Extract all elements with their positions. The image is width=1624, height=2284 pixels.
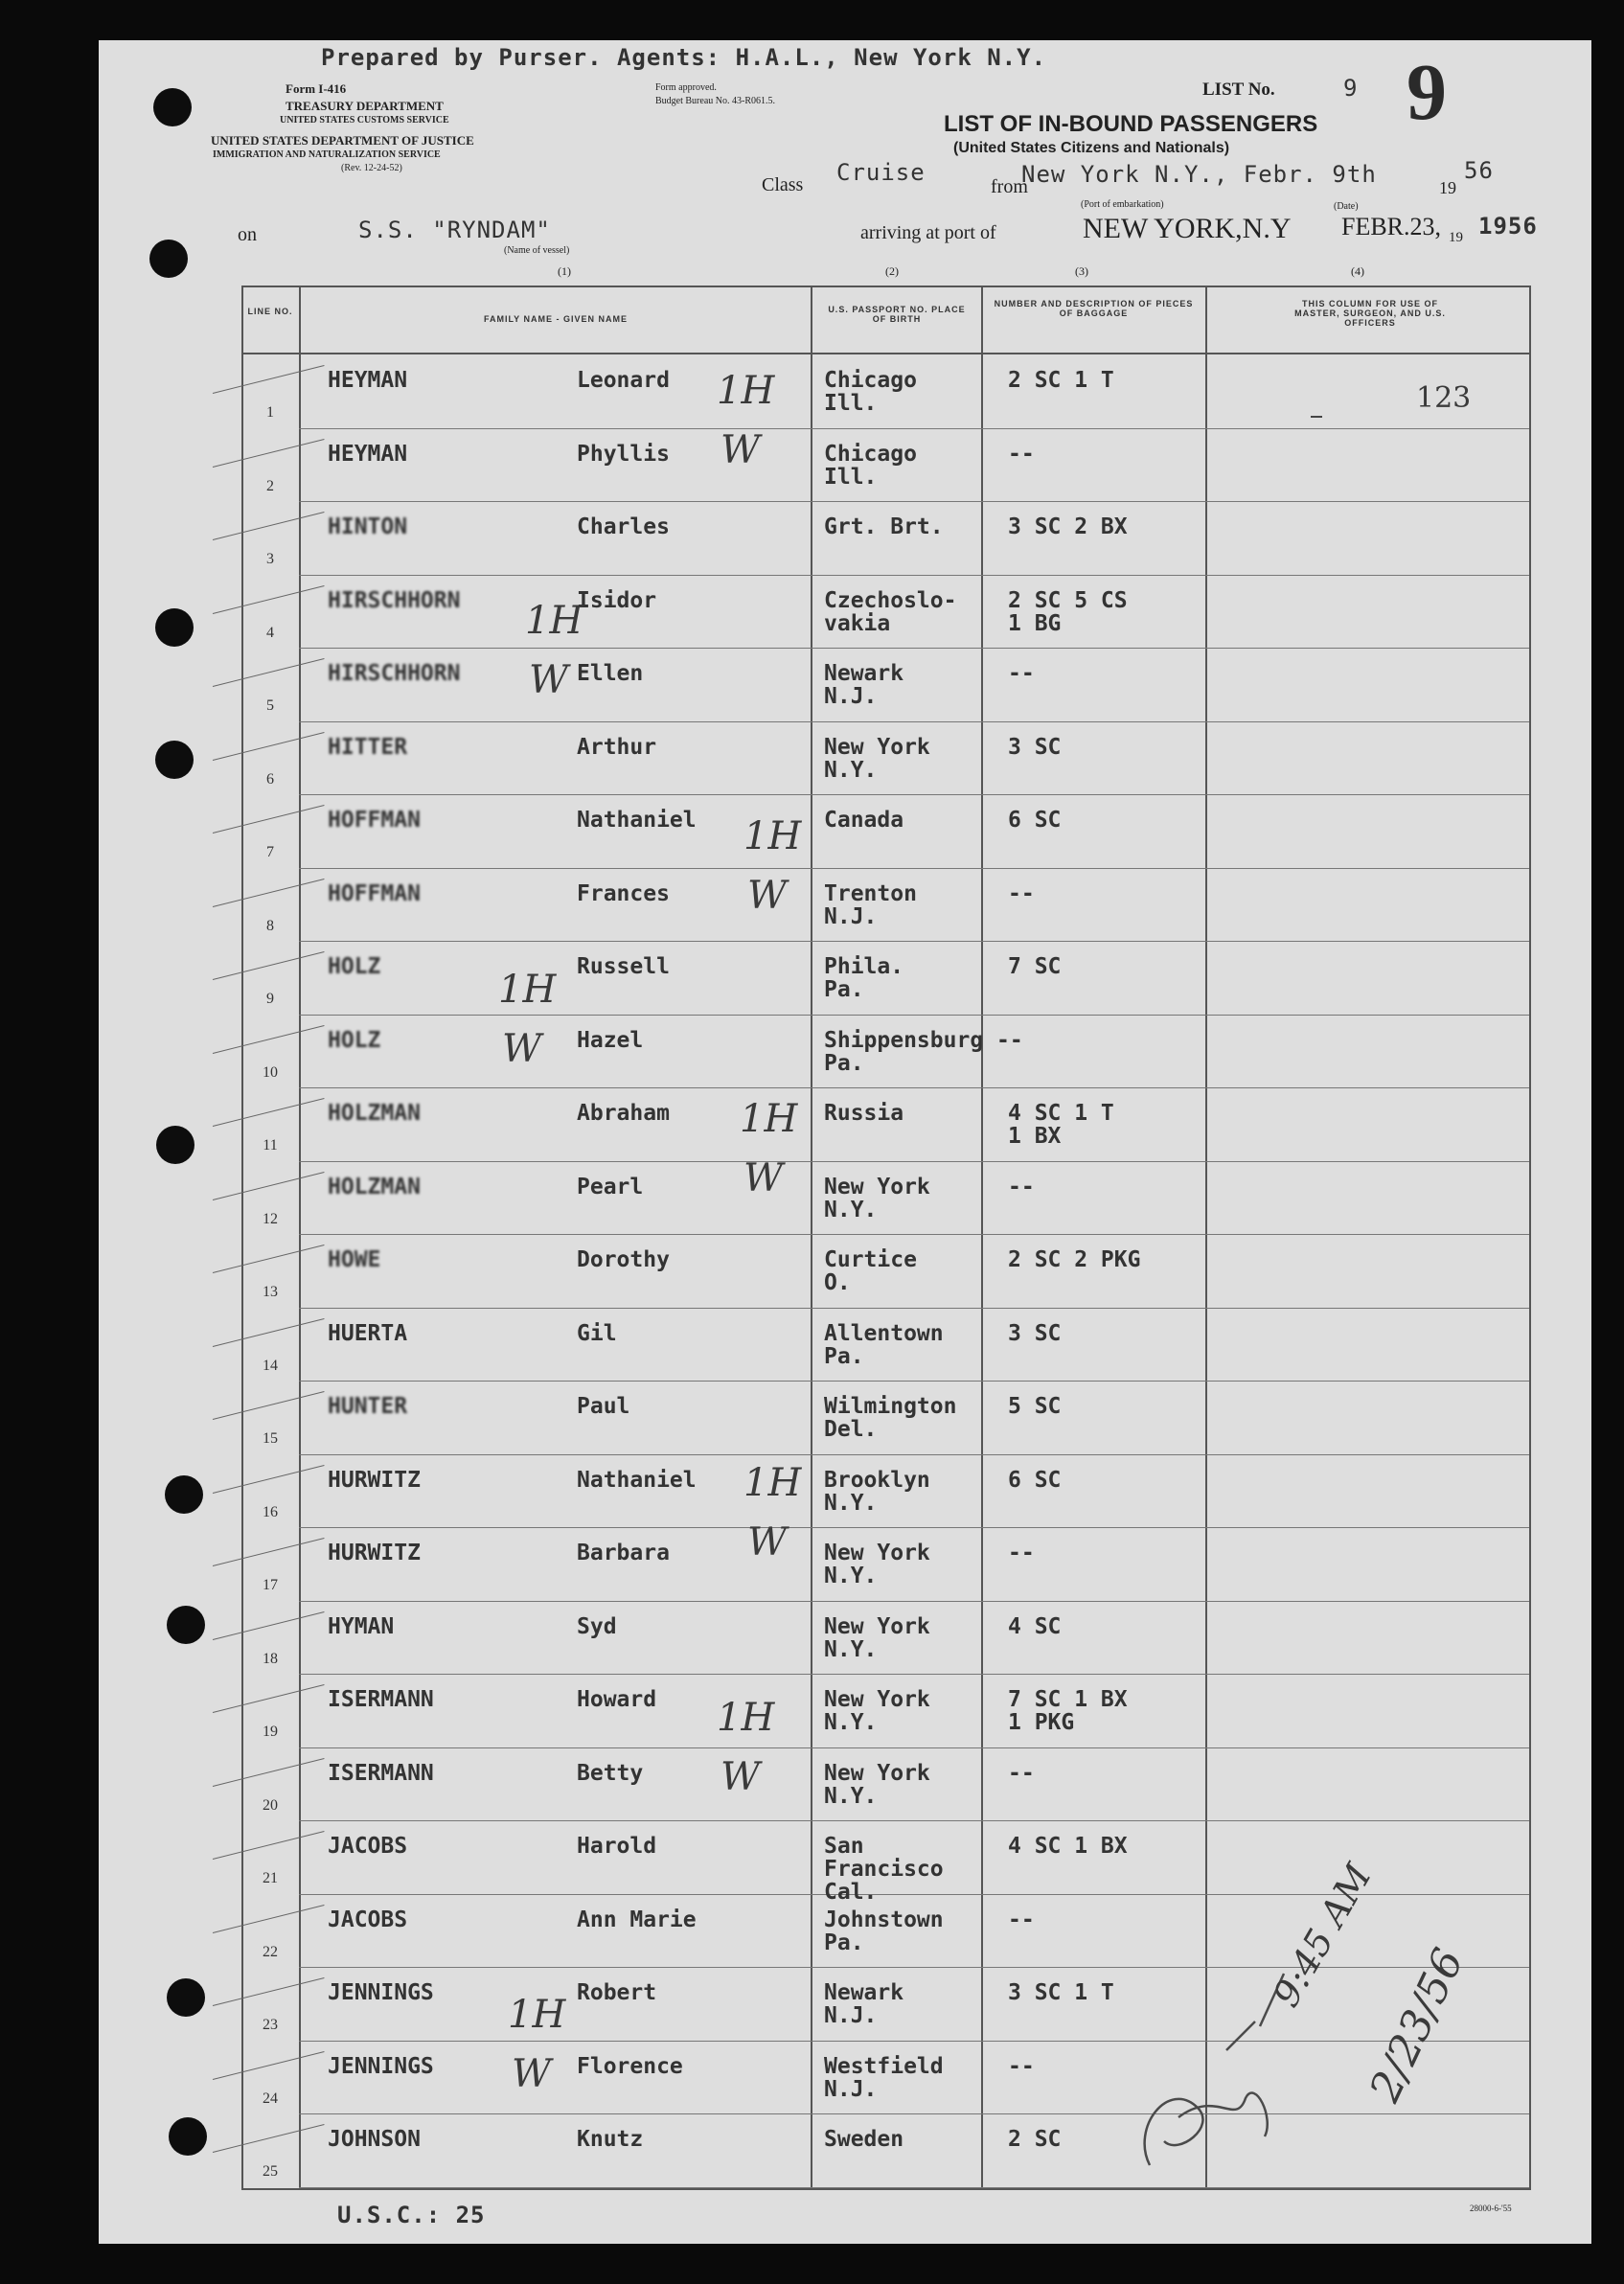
baggage: -- bbox=[1008, 1541, 1035, 1565]
place-of-birth: Phila. bbox=[824, 954, 904, 979]
family-name: JENNINGS bbox=[328, 1980, 434, 2005]
place-of-birth: Czechoslo- bbox=[824, 587, 957, 613]
given-name: Florence bbox=[577, 2053, 683, 2079]
row-separator bbox=[299, 941, 1529, 942]
baggage: 3 SC 1 T bbox=[1008, 1980, 1114, 2005]
place-of-birth: N.Y. bbox=[824, 757, 878, 783]
baggage: 4 SC bbox=[1008, 1613, 1062, 1639]
baggage: 7 SC 1 BX bbox=[1008, 1687, 1128, 1712]
baggage: -- bbox=[1008, 2053, 1035, 2079]
row-separator bbox=[299, 575, 1529, 576]
family-name: HURWITZ bbox=[328, 1541, 421, 1565]
row-separator bbox=[299, 1087, 1529, 1088]
baggage: -- bbox=[1008, 880, 1035, 906]
arriving-label: arriving at port of bbox=[860, 222, 996, 243]
place-of-birth: Canada bbox=[824, 808, 904, 833]
baggage: 1 BX bbox=[1008, 1124, 1062, 1149]
line-number: 12 bbox=[263, 1210, 278, 1227]
place-of-birth: Allentown bbox=[824, 1320, 944, 1346]
table-bottom-border bbox=[241, 2188, 1530, 2190]
given-name: Syd bbox=[577, 1613, 617, 1639]
punch-hole bbox=[167, 1978, 205, 2017]
prepared-by: Prepared by Purser. Agents: H.A.L., New York N.Y. bbox=[321, 44, 1047, 71]
place-of-birth: Del. bbox=[824, 1417, 878, 1442]
line-number: 11 bbox=[263, 1137, 278, 1153]
place-of-birth: New York bbox=[824, 1174, 930, 1199]
row-separator bbox=[299, 1161, 1529, 1162]
place-of-birth: O. bbox=[824, 1270, 851, 1295]
place-of-birth: N.Y. bbox=[824, 1564, 878, 1588]
family-name: HIRSCHHORN bbox=[328, 661, 461, 686]
place-of-birth: Johnstown bbox=[824, 1907, 944, 1932]
col4-number: (4) bbox=[1351, 264, 1364, 278]
rev-date: (Rev. 12-24-52) bbox=[341, 163, 402, 173]
place-of-birth: Russia bbox=[824, 1101, 904, 1126]
row-separator bbox=[299, 1747, 1529, 1748]
baggage: 1 PKG bbox=[1008, 1710, 1075, 1735]
family-name: HIRSCHHORN bbox=[328, 587, 461, 613]
year-prefix: 19 bbox=[1439, 178, 1456, 197]
officer-note: 123 bbox=[1416, 381, 1472, 415]
family-name: HOLZMAN bbox=[328, 1101, 421, 1126]
line-number: 23 bbox=[263, 2017, 278, 2033]
form-number: Form I-416 bbox=[286, 81, 347, 96]
row-separator bbox=[299, 1527, 1529, 1528]
given-name: Arthur bbox=[577, 734, 657, 760]
given-name: Ellen bbox=[577, 661, 644, 686]
justice-dept: UNITED STATES DEPARTMENT OF JUSTICE bbox=[211, 133, 474, 148]
list-no-label: LIST No. bbox=[1202, 80, 1275, 100]
line-number: 10 bbox=[263, 1063, 278, 1081]
line-number: 8 bbox=[266, 917, 274, 934]
col-header-line-no: LINE NO. bbox=[247, 307, 293, 316]
budget-bureau: Budget Bureau No. 43-R061.5. bbox=[655, 96, 775, 106]
family-name: HITTER bbox=[328, 734, 408, 760]
baggage: -- bbox=[1008, 661, 1035, 686]
place-of-birth: Grt. Brt. bbox=[824, 514, 944, 539]
place-of-birth: Pa. bbox=[824, 1930, 864, 1955]
baggage: 4 SC 1 BX bbox=[1008, 1834, 1128, 1859]
line-number: 18 bbox=[263, 1650, 278, 1667]
mark-w: W bbox=[529, 658, 569, 702]
name-divider bbox=[811, 286, 812, 2190]
header-bottom-border bbox=[241, 353, 1530, 354]
signature-date: 2/23/56 bbox=[1361, 1941, 1474, 2110]
baggage: 7 SC bbox=[1008, 954, 1062, 979]
place-of-birth: N.J. bbox=[824, 903, 878, 929]
given-name: Russell bbox=[577, 954, 670, 979]
baggage: 2 SC 2 PKG bbox=[1008, 1247, 1141, 1272]
place-of-birth: Curtice bbox=[824, 1247, 917, 1272]
line-number: 4 bbox=[266, 624, 274, 641]
given-name: Nathaniel bbox=[577, 808, 697, 833]
place-of-birth: Cal. bbox=[824, 1880, 878, 1905]
mark-w: W bbox=[747, 1520, 788, 1565]
given-name: Knutz bbox=[577, 2127, 644, 2152]
row-separator bbox=[299, 648, 1529, 649]
family-name: HOWE bbox=[328, 1247, 381, 1272]
list-subtitle: (United States Citizens and Nationals) bbox=[953, 140, 1230, 156]
row-separator bbox=[299, 1015, 1529, 1016]
line-number: 5 bbox=[266, 697, 274, 714]
place-of-birth: N.Y. bbox=[824, 1636, 878, 1662]
row-separator bbox=[299, 868, 1529, 869]
place-of-birth: New York bbox=[824, 1760, 930, 1786]
year-suffix: 56 bbox=[1464, 157, 1494, 184]
family-name: HURWITZ bbox=[328, 1467, 421, 1493]
place-of-birth: Ill. bbox=[824, 391, 878, 416]
given-name: Paul bbox=[577, 1394, 630, 1419]
row-separator bbox=[299, 1601, 1529, 1602]
family-name: JACOBS bbox=[328, 1907, 408, 1932]
punch-hole bbox=[169, 2117, 207, 2156]
line-number: 2 bbox=[266, 477, 274, 494]
family-name: JENNINGS bbox=[328, 2053, 434, 2079]
class-value: Cruise bbox=[836, 159, 926, 186]
mark-w: W bbox=[721, 1755, 761, 1799]
col2-number: (2) bbox=[885, 264, 899, 278]
row-separator bbox=[299, 1308, 1529, 1309]
col1-number: (1) bbox=[558, 264, 571, 278]
line-number: 16 bbox=[263, 1503, 278, 1520]
baggage: 2 SC 1 T bbox=[1008, 368, 1114, 393]
family-name: HOLZ bbox=[328, 1027, 381, 1053]
given-name: Phyllis bbox=[577, 441, 670, 467]
family-name: HUERTA bbox=[328, 1320, 408, 1346]
print-code: 28000-6-'55 bbox=[1470, 2204, 1512, 2213]
line-no-divider bbox=[299, 286, 301, 2190]
line-number: 25 bbox=[263, 2163, 278, 2180]
family-name: ISERMANN bbox=[328, 1760, 434, 1786]
mark-1h: 1H bbox=[525, 599, 583, 643]
signature-time: 9:45 AM bbox=[1265, 1857, 1380, 2014]
col-header-name: FAMILY NAME - GIVEN NAME bbox=[483, 314, 628, 324]
given-name: Isidor bbox=[577, 587, 657, 613]
place-of-birth: Newark bbox=[824, 1980, 904, 2005]
line-number: 15 bbox=[263, 1430, 278, 1447]
given-name: Howard bbox=[577, 1687, 657, 1712]
place-of-birth: N.Y. bbox=[824, 1710, 878, 1735]
line-number: 1 bbox=[266, 404, 274, 421]
mark-1h: 1H bbox=[740, 1097, 798, 1141]
place-of-birth: N.Y. bbox=[824, 1197, 878, 1222]
line-number: 19 bbox=[263, 1724, 278, 1740]
mark-w: W bbox=[747, 874, 788, 918]
customs-service: UNITED STATES CUSTOMS SERVICE bbox=[280, 115, 449, 126]
given-name: Pearl bbox=[577, 1174, 644, 1199]
row-separator bbox=[299, 2187, 1529, 2188]
given-name: Abraham bbox=[577, 1101, 670, 1126]
family-name: HOFFMAN bbox=[328, 808, 421, 833]
mark-w: W bbox=[721, 428, 761, 472]
family-name: HOFFMAN bbox=[328, 880, 421, 906]
table-top-border bbox=[241, 286, 1530, 287]
punch-hole bbox=[165, 1475, 203, 1514]
baggage: 3 SC bbox=[1008, 734, 1062, 760]
vessel-name: S.S. "RYNDAM" bbox=[358, 217, 551, 243]
list-no-value: 9 bbox=[1343, 75, 1359, 102]
col3-number: (3) bbox=[1075, 264, 1088, 278]
place-of-birth: Sweden bbox=[824, 2127, 904, 2152]
line-number: 14 bbox=[263, 1357, 278, 1374]
row-separator bbox=[299, 501, 1529, 502]
row-separator bbox=[299, 794, 1529, 795]
place-of-birth: Brooklyn bbox=[824, 1467, 930, 1493]
mark-1h: 1H bbox=[717, 1696, 775, 1740]
place-of-birth: N.J. bbox=[824, 684, 878, 709]
baggage: -- bbox=[1008, 1760, 1035, 1786]
on-label: on bbox=[238, 224, 257, 245]
family-name: HEYMAN bbox=[328, 368, 408, 393]
table-left-border bbox=[241, 286, 243, 2190]
row-separator bbox=[299, 428, 1529, 429]
place-of-birth: Newark bbox=[824, 661, 904, 686]
place-of-birth: Pa. bbox=[824, 1343, 864, 1369]
family-name: HINTON bbox=[328, 514, 408, 539]
given-name: Frances bbox=[577, 880, 670, 906]
line-number: 9 bbox=[266, 991, 274, 1007]
baggage: 5 SC bbox=[1008, 1394, 1062, 1419]
row-separator bbox=[299, 1820, 1529, 1821]
col-header-baggage: NUMBER AND DESCRIPTION OF PIECES OF BAGGAGE bbox=[994, 299, 1194, 318]
line-number: 21 bbox=[263, 1870, 278, 1886]
baggage: 2 SC bbox=[1008, 2127, 1062, 2152]
row-separator bbox=[299, 1674, 1529, 1675]
baggage: 2 SC 5 CS bbox=[1008, 587, 1128, 613]
baggage: 3 SC bbox=[1008, 1320, 1062, 1346]
family-name: HUNTER bbox=[328, 1394, 408, 1419]
from-value: New York N.Y., Febr. 9th bbox=[1021, 161, 1377, 188]
row-separator bbox=[299, 1381, 1529, 1382]
given-name: Betty bbox=[577, 1760, 644, 1786]
family-name: HEYMAN bbox=[328, 441, 408, 467]
punch-hole bbox=[155, 741, 194, 779]
list-no-stamp: 9 bbox=[1407, 48, 1447, 137]
family-name: ISERMANN bbox=[328, 1687, 434, 1712]
usc-count: U.S.C.: 25 bbox=[337, 2202, 486, 2228]
place-of-birth: N.Y. bbox=[824, 1783, 878, 1809]
family-name: HOLZMAN bbox=[328, 1174, 421, 1199]
place-of-birth: New York bbox=[824, 734, 930, 760]
officer-note-dash bbox=[1311, 416, 1322, 418]
given-name: Hazel bbox=[577, 1027, 644, 1053]
given-name: Ann Marie bbox=[577, 1907, 697, 1932]
place-of-birth: Pa. bbox=[824, 1050, 864, 1076]
from-label: from bbox=[991, 176, 1028, 197]
list-title: LIST OF IN-BOUND PASSENGERS bbox=[944, 111, 1318, 137]
place-of-birth: San bbox=[824, 1834, 864, 1859]
baggage: 6 SC bbox=[1008, 808, 1062, 833]
baggage: 4 SC 1 T bbox=[1008, 1101, 1114, 1126]
place-of-birth: N.J. bbox=[824, 2076, 878, 2102]
arriving-year-prefix: 19 bbox=[1449, 230, 1463, 245]
baggage: -- bbox=[1008, 1174, 1035, 1199]
place-of-birth: New York bbox=[824, 1613, 930, 1639]
birth-divider bbox=[981, 286, 983, 2190]
mark-w: W bbox=[512, 2052, 552, 2096]
place-of-birth: Westfield bbox=[824, 2053, 944, 2079]
mark-w: W bbox=[743, 1156, 784, 1200]
date-label: (Date) bbox=[1334, 201, 1359, 212]
place-of-birth: Chicago bbox=[824, 441, 917, 467]
line-number: 3 bbox=[266, 551, 274, 567]
mark-w: W bbox=[502, 1027, 542, 1071]
baggage: 6 SC bbox=[1008, 1467, 1062, 1493]
place-of-birth: New York bbox=[824, 1541, 930, 1565]
ins-service: IMMIGRATION AND NATURALIZATION SERVICE bbox=[213, 149, 441, 160]
line-number: 20 bbox=[263, 1796, 278, 1814]
place-of-birth: vakia bbox=[824, 610, 891, 636]
line-number: 17 bbox=[263, 1577, 278, 1593]
given-name: Harold bbox=[577, 1834, 657, 1859]
baggage-divider bbox=[1205, 286, 1207, 2190]
given-name: Barbara bbox=[577, 1541, 670, 1565]
table-right-border bbox=[1529, 286, 1531, 2190]
family-name: HYMAN bbox=[328, 1613, 395, 1639]
place-of-birth: N.J. bbox=[824, 2003, 878, 2028]
arriving-year: 1956 bbox=[1478, 213, 1538, 240]
family-name: HOLZ bbox=[328, 954, 381, 979]
line-number: 6 bbox=[266, 770, 274, 788]
punch-hole bbox=[153, 88, 192, 126]
place-of-birth: Ill. bbox=[824, 464, 878, 490]
col-header-officers: THIS COLUMN FOR USE OF MASTER, SURGEON, AND U.S. OFFICERS bbox=[1294, 299, 1446, 328]
row-separator bbox=[299, 1454, 1529, 1455]
place-of-birth: Wilmington bbox=[824, 1394, 957, 1419]
place-of-birth: Pa. bbox=[824, 977, 864, 1002]
place-of-birth: Trenton bbox=[824, 880, 917, 906]
mark-1h: 1H bbox=[508, 1993, 566, 2037]
row-separator bbox=[299, 1234, 1529, 1235]
col-header-passport: U.S. PASSPORT NO. PLACE OF BIRTH bbox=[828, 305, 966, 324]
mark-1h: 1H bbox=[498, 968, 557, 1012]
port-embarkation-label: (Port of embarkation) bbox=[1081, 199, 1164, 210]
given-name: Nathaniel bbox=[577, 1467, 697, 1493]
baggage: 1 BG bbox=[1008, 610, 1062, 636]
punch-hole bbox=[149, 240, 188, 278]
class-label: Class bbox=[762, 174, 804, 195]
family-name: JOHNSON bbox=[328, 2127, 421, 2152]
place-of-birth: Shippensburg -- bbox=[824, 1027, 1023, 1053]
arriving-date: FEBR.23, bbox=[1341, 213, 1442, 240]
line-number: 7 bbox=[266, 844, 274, 860]
given-name: Dorothy bbox=[577, 1247, 670, 1272]
punch-hole bbox=[155, 608, 194, 647]
punch-hole bbox=[167, 1606, 205, 1644]
line-number: 24 bbox=[263, 2090, 278, 2107]
baggage: 3 SC 2 BX bbox=[1008, 514, 1128, 539]
given-name: Robert bbox=[577, 1980, 657, 2005]
form-approved: Form approved. bbox=[655, 82, 717, 93]
mark-1h: 1H bbox=[743, 814, 802, 858]
punch-hole bbox=[156, 1126, 194, 1164]
mark-1h: 1H bbox=[717, 369, 775, 413]
place-of-birth: New York bbox=[824, 1687, 930, 1712]
line-number: 22 bbox=[263, 1943, 278, 1960]
vessel-label: (Name of vessel) bbox=[504, 245, 570, 256]
treasury-dept: TREASURY DEPARTMENT bbox=[286, 99, 444, 113]
place-of-birth: N.Y. bbox=[824, 1490, 878, 1516]
family-name: JACOBS bbox=[328, 1834, 408, 1859]
given-name: Leonard bbox=[577, 368, 670, 393]
baggage: -- bbox=[1008, 441, 1035, 467]
given-name: Charles bbox=[577, 514, 670, 539]
row-separator bbox=[299, 721, 1529, 722]
given-name: Gil bbox=[577, 1320, 617, 1346]
mark-1h: 1H bbox=[743, 1461, 802, 1505]
arriving-port: NEW YORK,N.Y bbox=[1083, 213, 1292, 244]
baggage: -- bbox=[1008, 1907, 1035, 1932]
place-of-birth: Chicago bbox=[824, 368, 917, 393]
line-number: 13 bbox=[263, 1284, 278, 1300]
place-of-birth: Francisco bbox=[824, 1857, 944, 1882]
